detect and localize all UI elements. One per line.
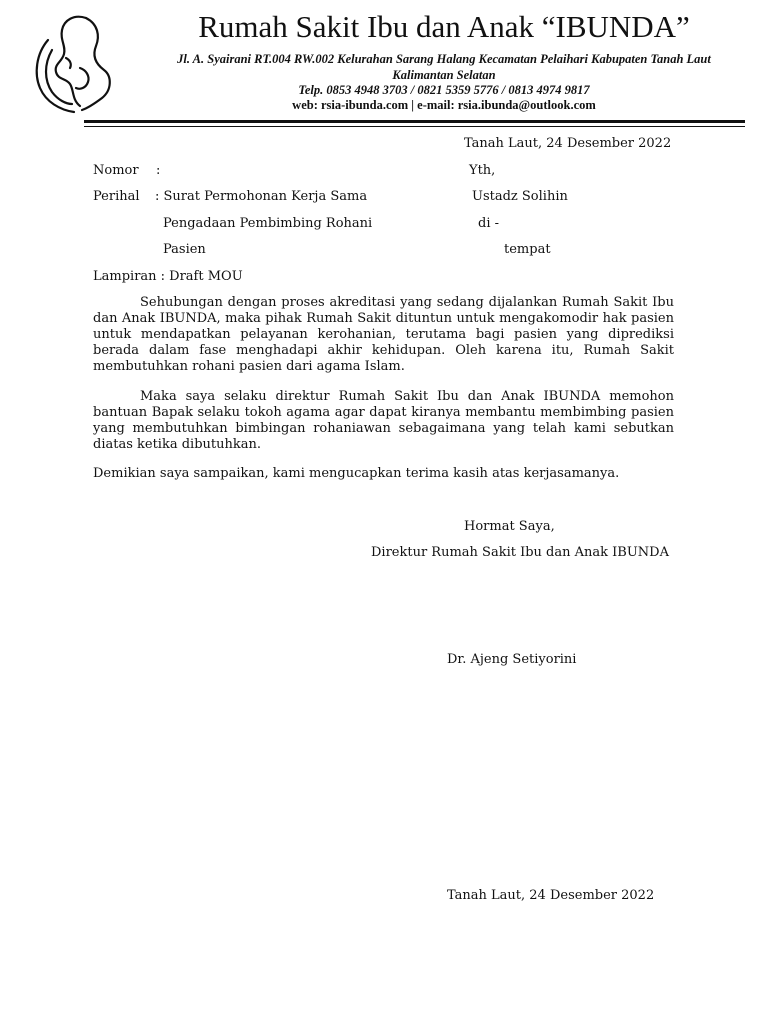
recipient-tempat: tempat [504, 242, 551, 257]
closing-line: Demikian saya sampaikan, kami mengucapkan terima kasih atas kerjasamanya. [93, 466, 620, 481]
lampiran-line: Lampiran : Draft MOU [93, 269, 243, 284]
header-divider-thin [84, 126, 745, 127]
web-email-line: web: rsia-ibunda.com | e-mail: rsia.ibunda@outlook.com [292, 98, 596, 112]
nomor-label: Nomor [93, 163, 139, 178]
phone-line: Telp. 0853 4948 3703 / 0821 5359 5776 / 0813 4974 9817 [298, 83, 590, 97]
perihal-line-3: Pasien [163, 242, 206, 257]
letter-date: Tanah Laut, 24 Desember 2022 [464, 136, 672, 151]
recipient-yth: Yth, [469, 163, 496, 178]
address-line-1: Jl. A. Syairani RT.004 RW.002 Kelurahan Sarang Halang Kecamatan Pelaihari Kabupaten Tanah Laut [177, 52, 711, 66]
body-paragraph-1: Sehubungan dengan proses akreditasi yang sedang dijalankan Rumah Sakit Ibu dan Anak IBUNDA, maka pihak Rumah Sakit dituntun untuk mengakomodir hak pasien untuk mendapatkan pelayanan kerohanian, terutama bagi pasien yang diprediksi berada dalam fase menghadapi akhir kehidupan. Oleh karena itu, Rumah Sakit membutuhkan rohani pasien dari agama Islam. [93, 295, 674, 374]
perihal-line-2: Pengadaan Pembimbing Rohani [163, 216, 373, 231]
perihal-line-1: : Surat Permohonan Kerja Sama [155, 189, 368, 204]
header-divider-thick [84, 120, 745, 123]
perihal-label: Perihal [93, 189, 140, 204]
hospital-name-title: Rumah Sakit Ibu dan Anak “IBUNDA” [198, 9, 690, 44]
nomor-separator: : [156, 163, 161, 178]
regards-line: Hormat Saya, [464, 519, 555, 534]
address-line-2: Kalimantan Selatan [392, 68, 496, 82]
body-paragraph-2: Maka saya selaku direktur Rumah Sakit Ibu dan Anak IBUNDA memohon bantuan Bapak selaku tokoh agama agar dapat kiranya membantu membimbing pasien yang membutuhkan bimbingan rohaniawan sebagaimana yang telah kami sebutkan diatas ketika dibutuhkan. [93, 389, 674, 452]
footer-date: Tanah Laut, 24 Desember 2022 [447, 888, 655, 903]
signer-name: Dr. Ajeng Setiyorini [447, 652, 577, 667]
signer-title: Direktur Rumah Sakit Ibu dan Anak IBUNDA [371, 545, 669, 560]
recipient-di: di - [478, 216, 500, 231]
hospital-logo-icon [26, 10, 120, 116]
recipient-name: Ustadz Solihin [472, 189, 568, 204]
